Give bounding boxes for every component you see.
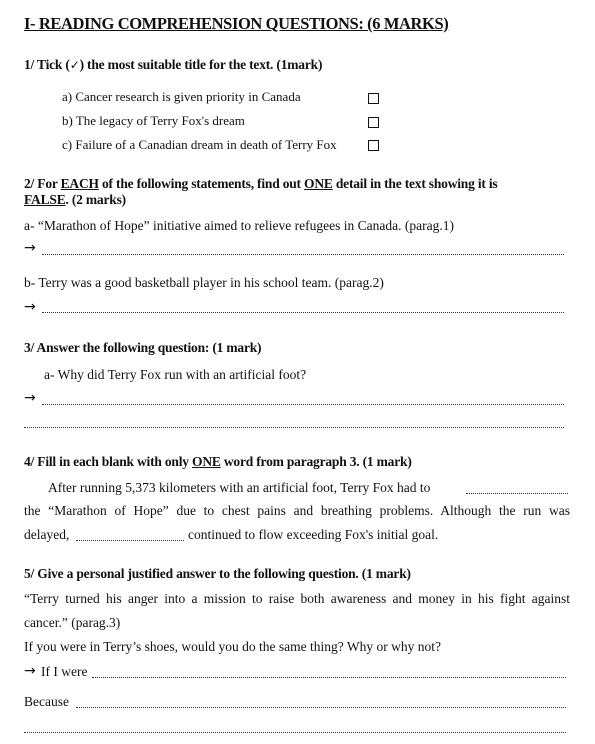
q2-false: FALSE (24, 192, 66, 207)
q5-extra-answer-line[interactable] (24, 732, 566, 733)
question-5-prompt: 5/ Give a personal justified answer to the following question. (1 mark) (24, 566, 411, 581)
q2-text: 2/ For (24, 176, 61, 191)
q4-line-2: the “Marathon of Hope” due to chest pains and breathing problems. Although the run was (24, 503, 570, 518)
q5-quote-line-1: “Terry turned his anger into a mission to raise both awareness and money in his fight against (24, 591, 570, 606)
check-mark-icon: ✓ (69, 58, 80, 72)
q1-option-c-checkbox[interactable] (368, 140, 379, 151)
q5-if-label: If I were (41, 664, 88, 679)
question-3-prompt: 3/ Answer the following question: (1 mark) (24, 340, 262, 355)
q4-one: ONE (192, 454, 221, 469)
q5-because-label: Because (24, 694, 69, 709)
q4-blank-2[interactable] (76, 540, 184, 541)
q4-line-3-end: continued to flow exceeding Fox's initial goal. (188, 527, 439, 542)
q2-statement-a: a- “Marathon of Hope” initiative aimed to relieve refugees in Canada. (parag.1) (24, 218, 454, 233)
q4-line-1: After running 5,373 kilometers with an artificial foot, Terry Fox had to (48, 480, 431, 495)
q4-blank-1[interactable] (466, 493, 568, 494)
question-1-prompt (24, 57, 322, 73)
q2-answer-b-line[interactable] (42, 312, 564, 313)
q4-text: word from paragraph 3. (1 mark) (220, 454, 412, 469)
q1-option-b-checkbox[interactable] (368, 117, 379, 128)
question-2-prompt-line2 (24, 192, 126, 208)
page-title: I- READING COMPREHENSION QUESTIONS: (6 MARKS) (24, 14, 449, 33)
q1-option-a-checkbox[interactable] (368, 93, 379, 104)
q3-question: a- Why did Terry Fox run with an artificial foot? (44, 367, 307, 382)
question-2-prompt-line1 (24, 176, 497, 192)
question-4-prompt (24, 454, 412, 470)
q1-prompt-end: ) the most suitable title for the text. (1mark) (79, 57, 323, 72)
q1-option-c: c) Failure of a Canadian dream in death of Terry Fox (62, 137, 337, 152)
q5-because-answer-line[interactable] (76, 707, 566, 708)
arrow-right-icon: → (24, 299, 36, 315)
q2-one: ONE (304, 176, 333, 191)
arrow-right-icon: → (24, 240, 36, 256)
q5-question: If you were in Terry’s shoes, would you do the same thing? Why or why not? (24, 639, 441, 654)
arrow-right-icon: → (24, 390, 36, 406)
q2-each: EACH (60, 176, 99, 191)
q2-statement-b: b- Terry was a good basketball player in his school team. (parag.2) (24, 275, 384, 290)
q2-text: . (2 marks) (65, 192, 126, 207)
q4-line-3-start: delayed, (24, 527, 70, 542)
q2-answer-a-line[interactable] (42, 254, 564, 255)
arrow-right-icon: → (24, 663, 36, 679)
q5-if-answer-line[interactable] (92, 677, 566, 678)
q3-answer-line-1[interactable] (42, 404, 564, 405)
q1-option-b: b) The legacy of Terry Fox's dream (62, 113, 245, 128)
q1-prompt-start: 1/ Tick ( (24, 57, 70, 72)
q5-quote-line-2: cancer.” (parag.3) (24, 615, 121, 630)
q3-answer-line-2[interactable] (24, 427, 564, 428)
q4-text: 4/ Fill in each blank with only (24, 454, 193, 469)
q2-text: of the following statements, find out (98, 176, 305, 191)
q2-text: detail in the text showing it is (332, 176, 498, 191)
q1-option-a: a) Cancer research is given priority in Canada (62, 89, 301, 104)
